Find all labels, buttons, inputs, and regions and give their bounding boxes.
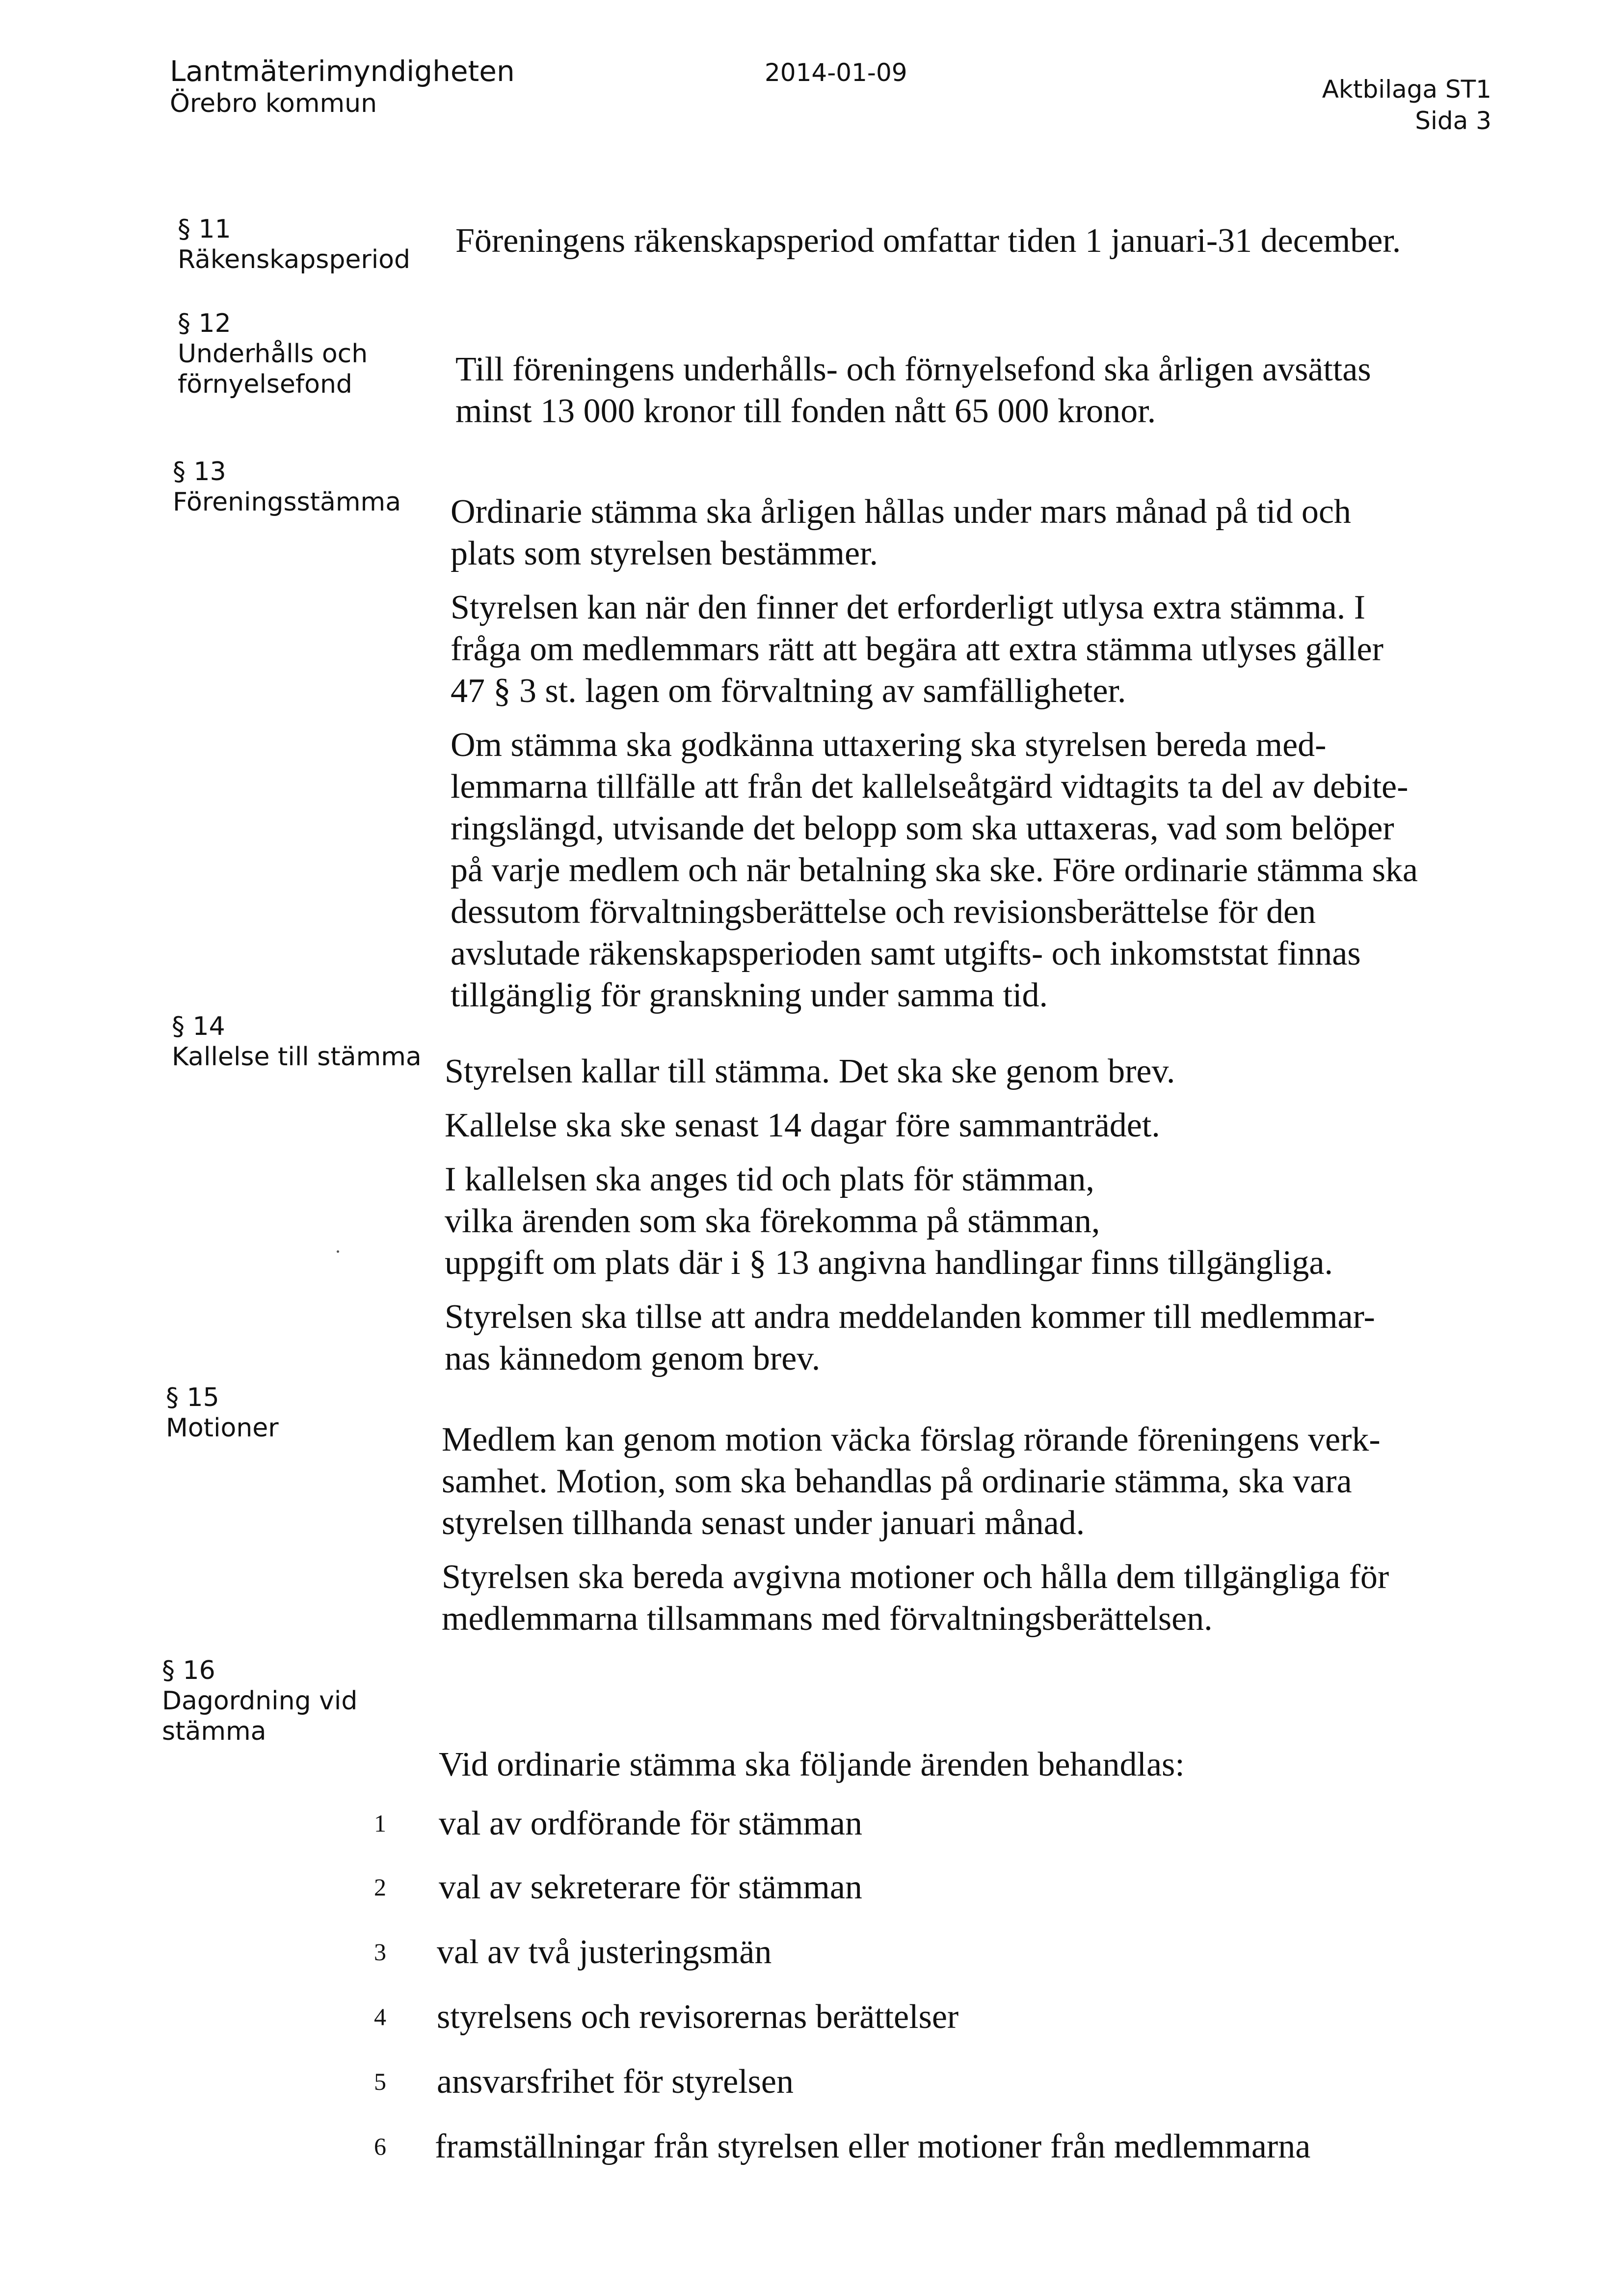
text-line: lemmarna tillfälle att från det kallelseåtgärd vidtagits ta del av debite- [451,768,1409,806]
section-symbol: § 12 [178,309,231,338]
paragraph [455,220,1401,262]
section-symbol: § 16 [162,1656,215,1685]
text-line: Styrelsen kan när den finner det erforderligt utlysa extra stämma. I [451,589,1366,626]
text-line: fråga om medlemmars rätt att begära att extra stämma utlyses gäller [451,630,1384,668]
text-line: vilka ärenden som ska förekomma på stämman, [445,1202,1100,1240]
text-line: Föreningens räkenskapsperiod omfattar tiden 1 januari-31 december. [455,222,1401,260]
section-16-body [439,1744,1185,1798]
agenda-number: 4 [374,2003,386,2030]
agenda-text: styrelsens och revisorernas berättelser [437,1998,959,2036]
page-header-right [1322,74,1491,136]
section-14-label [172,1011,422,1072]
section-title: Kallelse till stämma [172,1042,422,1072]
section-title: stämma [162,1717,266,1746]
paragraph [442,1556,1389,1640]
agenda-number: 2 [374,1873,386,1901]
section-title: Underhålls och [178,339,368,369]
text-line: styrelsen tillhanda senast under januari månad. [442,1504,1085,1542]
header-municipality: Örebro kommun [170,89,377,118]
text-line: I kallelsen ska anges tid och plats för stämman, [445,1161,1094,1198]
section-symbol: § 13 [173,457,226,486]
agenda-number: 6 [374,2133,386,2160]
agenda-number: 3 [374,1938,386,1966]
paragraph [445,1051,1375,1092]
section-13-body [451,491,1418,1028]
text-line: minst 13 000 kronor till fonden nått 65 000 kronor. [455,392,1156,430]
agenda-text: framställningar från styrelsen eller motioner från medlemmarna [435,2128,1311,2165]
scan-speck [337,1250,339,1253]
text-line: 47 § 3 st. lagen om förvaltning av samfälligheter. [451,672,1126,710]
section-title: Dagordning vid [162,1686,358,1716]
text-line: Styrelsen ska bereda avgivna motioner och hålla dem tillgängliga för [442,1558,1389,1596]
header-page-number: Sida 3 [1415,107,1491,135]
paragraph [445,1159,1375,1284]
text-line: medlemmarna tillsammans med förvaltningsberättelsen. [442,1600,1213,1638]
agenda-number: 5 [374,2068,386,2095]
paragraph [445,1105,1375,1146]
section-symbol: § 11 [178,215,231,244]
section-title: Motioner [166,1413,279,1443]
section-11-label [178,214,410,275]
agenda-text: val av ordförande för stämman [439,1805,863,1842]
section-11-body [455,220,1401,274]
header-date: 2014-01-09 [765,58,907,87]
text-line: Styrelsen ska tillse att andra meddelanden kommer till medlemmar- [445,1298,1375,1336]
text-line: nas kännedom genom brev. [445,1340,821,1378]
text-line: Till föreningens underhålls- och förnyelsefond ska årligen avsättas [455,351,1371,388]
section-13-label [173,457,401,517]
agenda-text: val av sekreterare för stämman [439,1868,862,1906]
text-line: Om stämma ska godkänna uttaxering ska styrelsen bereda med- [451,726,1327,764]
agenda-text: val av två justeringsmän [437,1933,772,1971]
section-symbol: § 15 [166,1383,219,1412]
text-line: plats som styrelsen bestämmer. [451,535,878,572]
text-line: Styrelsen kallar till stämma. Det ska ske genom brev. [445,1053,1175,1090]
paragraph [451,491,1418,574]
text-line: Ordinarie stämma ska årligen hållas under mars månad på tid och [451,493,1351,531]
paragraph [439,1744,1185,1785]
text-line: Medlem kan genom motion väcka förslag rörande föreningens verk- [442,1421,1381,1459]
section-title: förnyelsefond [178,370,352,399]
section-12-body [455,349,1371,444]
paragraph [451,587,1418,712]
text-line: tillgänglig för granskning under samma tid. [451,976,1048,1014]
text-line: avslutade räkenskapsperioden samt utgifts- och inkomststat finnas [451,935,1361,972]
text-line: uppgift om plats där i § 13 angivna handlingar finns tillgängliga. [445,1244,1333,1282]
section-15-label [166,1382,279,1443]
section-14-body [445,1051,1375,1392]
text-line: samhet. Motion, som ska behandlas på ordinarie stämma, ska vara [442,1462,1352,1500]
text-line: Vid ordinarie stämma ska följande ärenden behandlas: [439,1746,1185,1783]
header-document-label: Aktbilaga ST1 [1322,75,1491,104]
text-line: på varje medlem och när betalning ska ske. Före ordinarie stämma ska [451,851,1418,889]
section-symbol: § 14 [172,1012,225,1041]
paragraph [455,349,1371,432]
page-header-left [170,55,515,120]
agenda-number: 1 [374,1810,386,1837]
section-15-body [442,1419,1389,1652]
section-title: Räkenskapsperiod [178,245,410,274]
header-organization: Lantmäterimyndigheten [170,54,515,88]
paragraph [451,724,1418,1016]
text-line: Kallelse ska ske senast 14 dagar före sammanträdet. [445,1107,1160,1144]
text-line: ringslängd, utvisande det belopp som ska uttaxeras, vad som belöper [451,810,1394,847]
paragraph [442,1419,1389,1544]
paragraph [445,1296,1375,1379]
section-16-label [162,1655,357,1747]
text-line: dessutom förvaltningsberättelse och revisionsberättelse för den [451,893,1316,931]
agenda-text: ansvarsfrihet för styrelsen [437,2063,794,2101]
section-title: Föreningsstämma [173,487,401,517]
section-12-label [178,308,368,400]
